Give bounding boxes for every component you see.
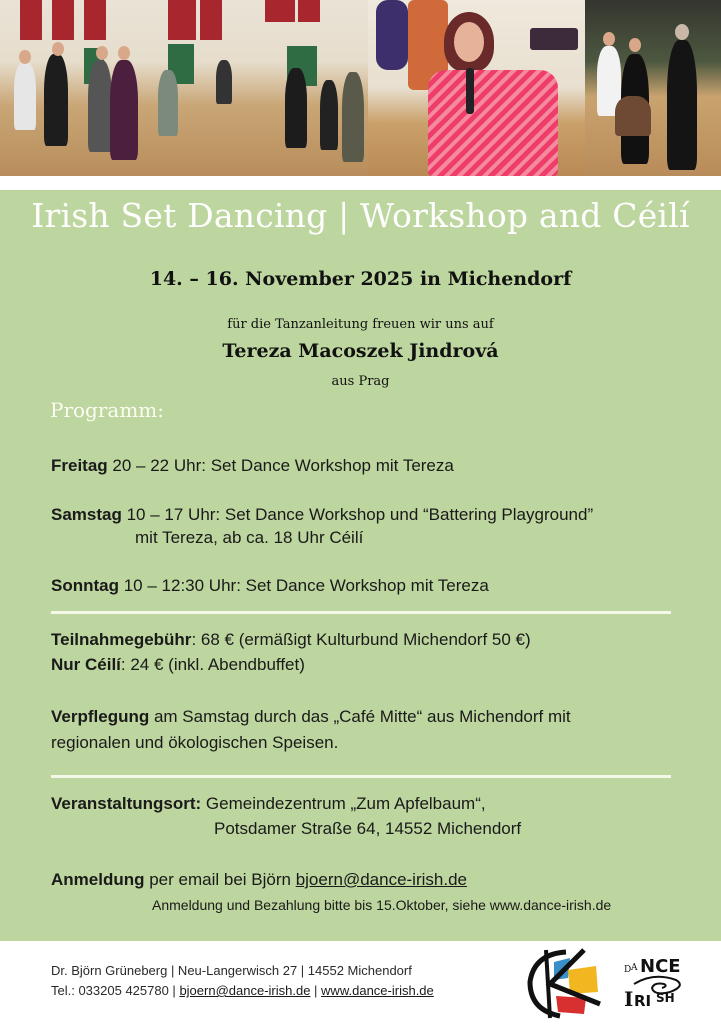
spacer-band <box>0 176 721 190</box>
fee-line <box>51 630 531 650</box>
footer-website-link[interactable]: www.dance-irish.de <box>321 983 434 998</box>
footer-email-link[interactable]: bjoern@dance-irish.de <box>179 983 311 998</box>
program-item-saturday-continuation: mit Tereza, ab ca. 18 Uhr Céilí <box>135 528 364 547</box>
photo-dancers <box>585 0 721 176</box>
catering-line <box>51 707 571 727</box>
program-text: 20 – 22 Uhr: Set Dance Workshop mit Tereza <box>107 456 454 475</box>
divider <box>51 611 671 614</box>
ceili-label: Nur Céilí <box>51 655 121 674</box>
footer-contact <box>51 983 434 998</box>
program-item-saturday <box>51 505 593 525</box>
program-item-friday <box>51 456 454 476</box>
program-day: Freitag <box>51 456 108 475</box>
program-item-sunday <box>51 576 489 596</box>
svg-text:RI: RI <box>634 992 652 1010</box>
registration-line <box>51 870 467 890</box>
teacher-intro: für die Tanzanleitung freuen wir uns auf <box>227 317 494 332</box>
footer-separator: | <box>310 983 322 998</box>
event-date: 14. – 16. November 2025 in Michendorf <box>149 268 572 290</box>
svg-text:SH: SH <box>656 991 675 1005</box>
registration-text: per email bei Björn <box>144 870 296 889</box>
photo-instructor <box>368 0 585 176</box>
catering-line-2: regionalen und ökologischen Speisen. <box>51 733 339 752</box>
catering-text: am Samstag durch das „Café Mitte“ aus Michendorf mit <box>149 707 571 726</box>
divider <box>51 775 671 778</box>
ceili-text: : 24 € (inkl. Abendbuffet) <box>120 655 305 674</box>
program-heading: Programm: <box>50 398 165 422</box>
kulturbund-logo-icon <box>524 948 608 1020</box>
registration-label: Anmeldung <box>51 870 145 889</box>
svg-text:A: A <box>631 963 638 973</box>
teacher-origin: aus Prag <box>331 374 390 389</box>
fee-label: Teilnahmegebühr <box>51 630 192 649</box>
program-text: 10 – 17 Uhr: Set Dance Workshop und “Battering Playground” <box>121 505 594 524</box>
registration-email-link[interactable]: bjoern@dance-irish.de <box>295 870 467 889</box>
catering-label: Verpflegung <box>51 707 150 726</box>
photo-dance-hall <box>0 0 368 176</box>
dance-irish-logo-icon <box>620 952 696 1010</box>
fee-text: : 68 € (ermäßigt Kulturbund Michendorf 50 €) <box>191 630 531 649</box>
venue-line <box>51 794 486 814</box>
svg-text:NCE: NCE <box>640 956 681 977</box>
header-photo-strip <box>0 0 721 176</box>
venue-address: Potsdamer Straße 64, 14552 Michendorf <box>214 819 522 838</box>
event-title: Irish Set Dancing | Workshop and Céilí <box>31 196 690 235</box>
program-day: Samstag <box>51 505 122 524</box>
ceili-fee-line <box>51 655 305 675</box>
footer-phone: Tel.: 033205 425780 | <box>51 983 180 998</box>
svg-text:D: D <box>624 965 632 975</box>
program-text: 10 – 12:30 Uhr: Set Dance Workshop mit Tereza <box>119 576 489 595</box>
venue-label: Veranstaltungsort: <box>51 794 202 813</box>
venue-name: Gemeindezentrum „Zum Apfelbaum“, <box>201 794 486 813</box>
svg-text:I: I <box>624 987 634 1010</box>
registration-deadline-note: Anmeldung und Bezahlung bitte bis 15.Oktober, siehe www.dance-irish.de <box>152 897 612 913</box>
teacher-name: Tereza Macoszek Jindrová <box>222 340 499 362</box>
program-day: Sonntag <box>51 576 119 595</box>
footer-address: Dr. Björn Grüneberg | Neu-Langerwisch 27 | 14552 Michendorf <box>51 963 412 978</box>
